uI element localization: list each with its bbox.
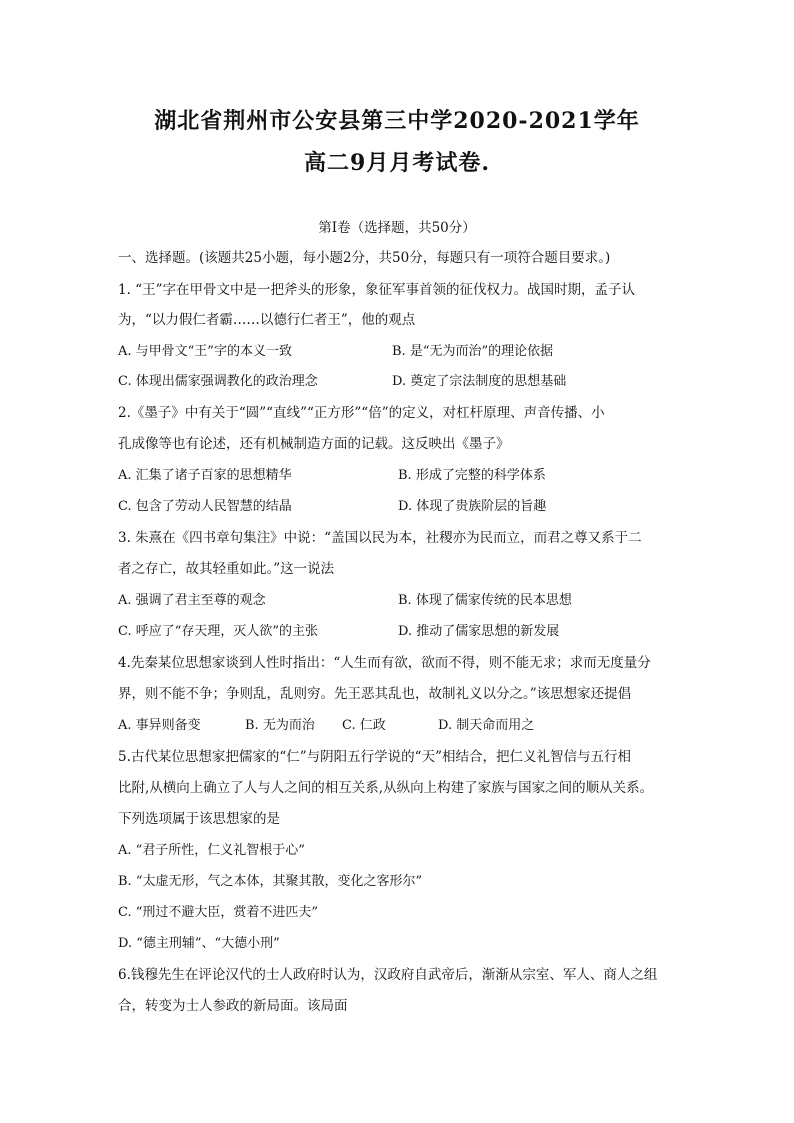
question-4-stem-line-2: 界，则不能不争；争则乱，乱则穷。先王恶其乱也，故制礼义以分之。”该思想家还提倡 <box>118 686 632 702</box>
question-1-option-d: D. 奠定了宗法制度的思想基础 <box>392 374 567 389</box>
question-5-stem-line-3: 下列选项属于该思想家的是 <box>118 811 280 827</box>
question-4-option-b: B. 无为而治 <box>245 718 315 733</box>
question-3-option-a: A. 强调了君主至尊的观念 <box>118 593 266 608</box>
question-4-option-c: C. 仁政 <box>342 718 386 733</box>
question-1-stem-line-1: 1. “王”字在甲骨文中是一把斧头的形象，象征军事首领的征伐权力。战国时期，孟子认 <box>118 282 635 298</box>
exam-title-line-1: 湖北省荆州市公安县第三中学2020-2021学年 <box>154 108 640 134</box>
question-2-option-d: D. 体现了贵族阶层的旨趣 <box>398 499 547 514</box>
question-2-option-c: C. 包含了劳动人民智慧的结晶 <box>118 499 292 514</box>
question-6-stem-line-1: 6.钱穆先生在评论汉代的士人政府时认为，汉政府自武帝后，渐渐从宗室、军人、商人之组 <box>118 967 658 983</box>
question-2-stem-line-1: 2.《墨子》中有关于“圆”“直线”“正方形”“倍”的定义，对杠杆原理、声音传播、小 <box>118 405 605 421</box>
question-2-option-b: B. 形成了完整的科学体系 <box>398 468 546 483</box>
question-4-option-d: D. 制天命而用之 <box>438 718 535 733</box>
question-1-option-b: B. 是“无为而治”的理论依据 <box>392 344 554 359</box>
question-4-option-a: A. 事异则备变 <box>118 718 201 733</box>
question-5-option-a: A. “君子所性，仁义礼智根于心” <box>118 843 305 858</box>
question-2-stem-line-2: 孔成像等也有论述，还有机械制造方面的记载。这反映出《墨子》 <box>118 436 510 452</box>
question-3-option-c: C. 呼应了“存天理，灭人欲”的主张 <box>118 624 319 639</box>
question-5-stem-line-1: 5.古代某位思想家把儒家的“仁”与阴阳五行学说的“天”相结合，把仁义礼智信与五行相 <box>118 749 631 765</box>
question-3-option-b: B. 体现了儒家传统的民本思想 <box>398 593 572 608</box>
question-2-option-a: A. 汇集了诸子百家的思想精华 <box>118 468 292 483</box>
question-4-stem-line-1: 4.先秦某位思想家谈到人性时指出：“人生而有欲，欲而不得，则不能无求；求而无度量分 <box>118 655 651 671</box>
question-3-option-d: D. 推动了儒家思想的新发展 <box>398 624 560 639</box>
question-5-option-d: D. “德主刑辅”、“大德小刑” <box>118 936 280 951</box>
question-1-option-c: C. 体现出儒家强调教化的政治理念 <box>118 374 318 389</box>
section-instruction: 一、选择题。(该题共25小题，每小题2分，共50分，每题只有一项符合题目要求。) <box>118 250 611 266</box>
question-6-stem-line-2: 合，转变为士人参政的新局面。该局面 <box>118 998 348 1014</box>
question-3-stem-line-1: 3. 朱熹在《四书章句集注》中说：“盖国以民为本，社稷亦为民而立，而君之尊又系于二 <box>118 530 642 546</box>
question-5-stem-line-2: 比附,从横向上确立了人与人之间的相互关系,从纵向上构建了家族与国家之间的顺从关系。 <box>118 780 654 796</box>
section-heading: 第Ⅰ卷（选择题，共50分） <box>318 220 476 236</box>
exam-title-line-2: 高二9月月考试卷. <box>304 150 490 176</box>
question-1-option-a: A. 与甲骨文“王”字的本义一致 <box>118 344 292 359</box>
question-5-option-c: C. “刑过不避大臣，赏着不进匹夫” <box>118 905 319 920</box>
question-5-option-b: B. “太虚无形，气之本体，其聚其散，变化之客形尔” <box>118 874 423 889</box>
question-1-stem-line-2: 为，“以力假仁者霸……以德行仁者王”，他的观点 <box>118 312 416 328</box>
question-3-stem-line-2: 者之存亡，故其轻重如此。”这一说法 <box>118 561 335 577</box>
